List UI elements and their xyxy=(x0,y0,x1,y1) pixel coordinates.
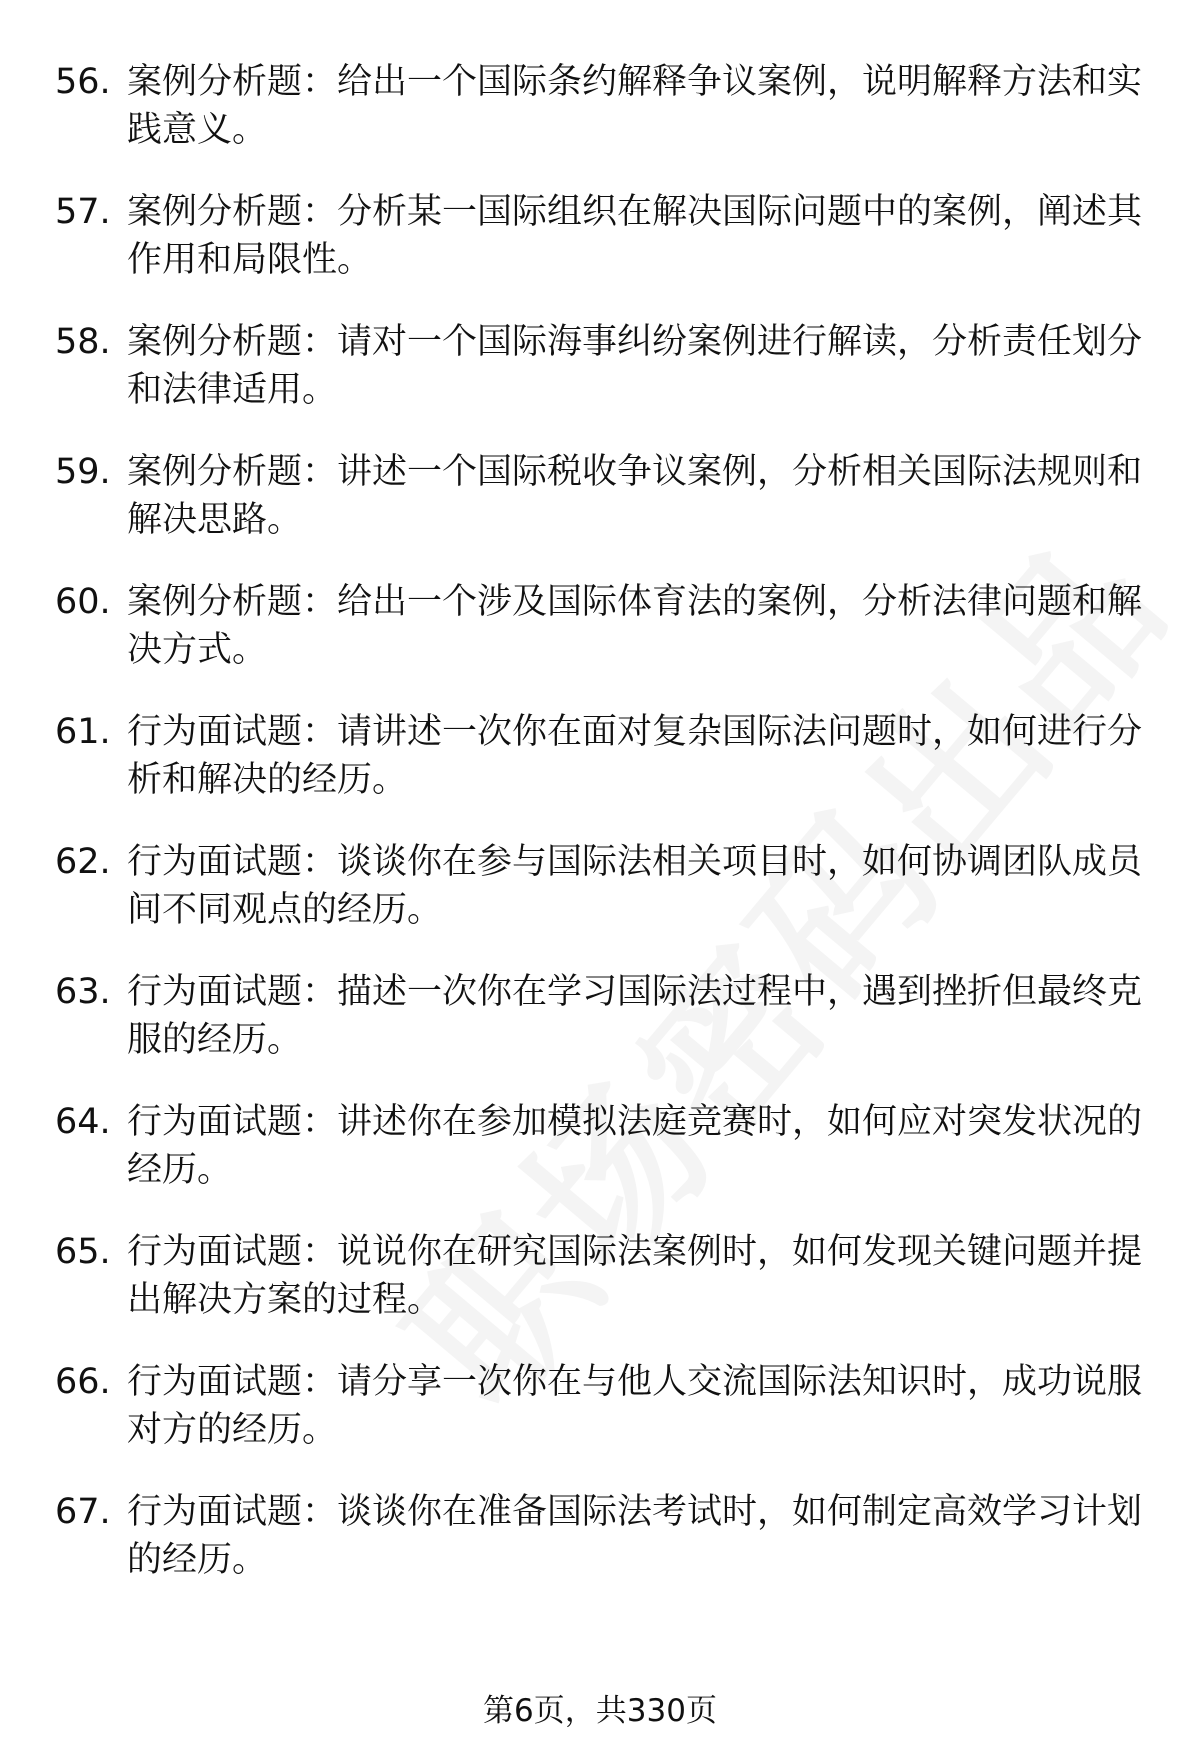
question-number: 64. xyxy=(55,1102,111,1142)
question-number: 63. xyxy=(55,972,111,1012)
question-number: 60. xyxy=(55,582,111,622)
question-text: 案例分析题：给出一个国际条约解释争议案例，说明解释方法和实践意义。 xyxy=(127,62,1143,150)
question-text: 行为面试题：说说你在研究国际法案例时，如何发现关键问题并提出解决方案的过程。 xyxy=(127,1232,1143,1320)
page-number-footer: 第6页，共330页 xyxy=(483,1693,717,1729)
question-item xyxy=(55,1488,1155,1584)
question-list xyxy=(55,58,1155,1618)
question-item xyxy=(55,58,1155,154)
question-number: 62. xyxy=(55,842,111,882)
question-text: 行为面试题：描述一次你在学习国际法过程中，遇到挫折但最终克服的经历。 xyxy=(127,972,1143,1060)
question-number: 58. xyxy=(55,322,111,362)
question-item xyxy=(55,1228,1155,1324)
question-item xyxy=(55,318,1155,414)
question-number: 61. xyxy=(55,712,111,752)
question-number: 57. xyxy=(55,192,111,232)
question-text: 案例分析题：分析某一国际组织在解决国际问题中的案例，阐述其作用和局限性。 xyxy=(127,192,1143,280)
question-text: 行为面试题：请分享一次你在与他人交流国际法知识时，成功说服对方的经历。 xyxy=(127,1362,1143,1450)
question-item xyxy=(55,708,1155,804)
question-number: 56. xyxy=(55,62,111,102)
question-number: 59. xyxy=(55,452,111,492)
question-text: 案例分析题：给出一个涉及国际体育法的案例，分析法律问题和解决方式。 xyxy=(127,582,1143,670)
question-item xyxy=(55,1098,1155,1194)
question-item xyxy=(55,578,1155,674)
question-text: 行为面试题：谈谈你在参与国际法相关项目时，如何协调团队成员间不同观点的经历。 xyxy=(127,842,1143,930)
question-text: 案例分析题：讲述一个国际税收争议案例，分析相关国际法规则和解决思路。 xyxy=(127,452,1143,540)
question-item xyxy=(55,838,1155,934)
question-item xyxy=(55,188,1155,284)
question-number: 67. xyxy=(55,1492,111,1532)
question-item xyxy=(55,448,1155,544)
question-number: 66. xyxy=(55,1362,111,1402)
question-text: 行为面试题：请讲述一次你在面对复杂国际法问题时，如何进行分析和解决的经历。 xyxy=(127,712,1143,800)
question-text: 行为面试题：谈谈你在准备国际法考试时，如何制定高效学习计划的经历。 xyxy=(127,1492,1143,1580)
question-item xyxy=(55,1358,1155,1454)
question-text: 行为面试题：讲述你在参加模拟法庭竞赛时，如何应对突发状况的经历。 xyxy=(127,1102,1143,1190)
question-number: 65. xyxy=(55,1232,111,1272)
question-text: 案例分析题：请对一个国际海事纠纷案例进行解读，分析责任划分和法律适用。 xyxy=(127,322,1143,410)
question-item xyxy=(55,968,1155,1064)
